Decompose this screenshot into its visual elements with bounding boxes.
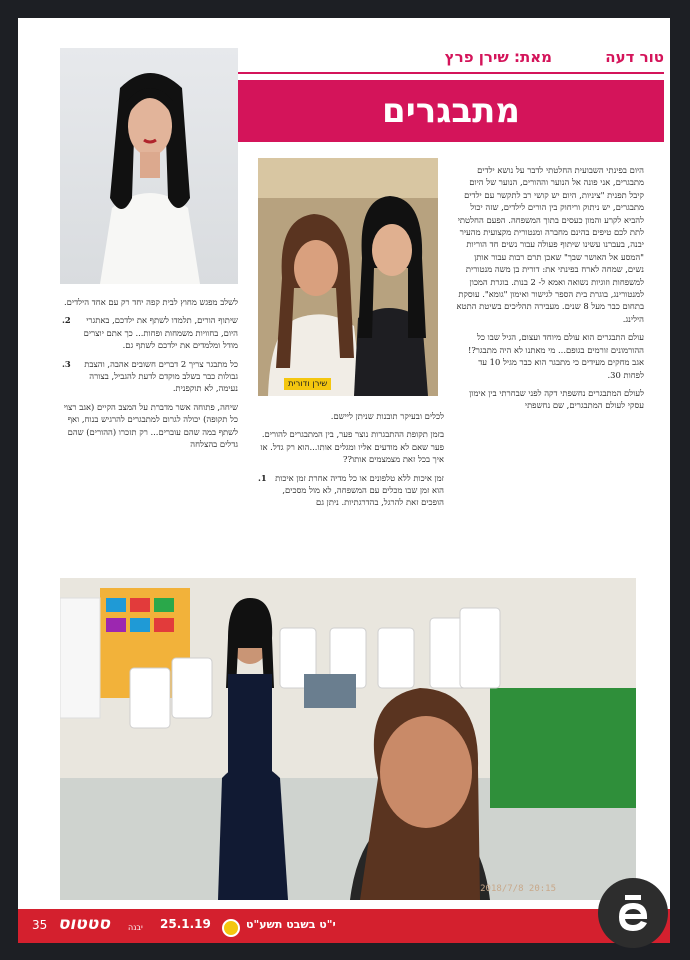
column-left <box>62 296 238 592</box>
logo-mark-icon <box>222 919 240 937</box>
classroom-scene <box>60 578 636 900</box>
page-footer <box>18 909 670 943</box>
article-title <box>238 80 664 142</box>
paragraph: לכלים ובעיקר תובנות שניתן ליישם. <box>330 411 444 421</box>
column-right <box>456 164 644 594</box>
paragraph: בזמן תקופת ההתבגרות נוצר פער, בין המתבגרים להורים. פער שאם לא מודעים אליו ומגלים אותו...הוא רק גדל. אז איך בכל זאת מצמצמים אותו?? <box>260 429 444 465</box>
two-women-photo <box>258 158 438 396</box>
list-item <box>62 314 238 351</box>
paragraph: לעולם המתבגרים נחשפתי דקה לפני שבחרתי בין אימון עסקי לעולם המתבגרים, שם נחשפתי <box>469 387 644 411</box>
magazine-sub: יבנה <box>128 923 143 932</box>
item-text: כל מתבגר צריך 2 דברים חשובים אהבה, והצבת גבולות כבר בשלב מוקדם לדעת להגביל, בצורה נעימה, לא תוקפנית. <box>84 358 238 394</box>
two-women-figures <box>258 158 438 396</box>
item-text: שיתוף הורים, תלמדו לשתף את ילדכם, באתגרי היום, בחוויות משמחות ופחות... כך אתם יוצרים מודל ומלמדים את ילדכם לשתף גם. <box>83 315 238 351</box>
photo-timestamp: 2018/7/8 20:15 <box>480 884 556 894</box>
author-portrait <box>60 48 238 284</box>
hebrew-date: י"ט בשבט תשע"ט <box>246 918 336 931</box>
portrait-figure <box>60 48 238 284</box>
magazine-name: סטטוס <box>58 914 111 934</box>
column-middle <box>258 410 444 590</box>
item-number: 1. <box>258 472 267 483</box>
item-text: זמן איכות ללא טלפונים או כל מדיה אחרת זמן איכות הוא זמן שבו מכלים עם המשפחה, לא מול מסכים, הופכים זאת להרגל, בהדרגתיות. ניתן גם <box>275 472 444 508</box>
paragraph: לשלב מפגש מחוץ לבית קפה יחד רק עם אחד הילדים. <box>64 297 238 307</box>
paragraph: היום בפינתי השבועית החלטתי לדבר על נושא ילדים מתבגרים, אני פונה אל הנוער וההורים, הנוער של היום קיבל תפנית "ציניות, היום יש קושי רב לתקשר עם ילדים מתבגרים, יש ניתוק וריחוק בין הורים לילדים, שזה יכול להביא לקרע והמון כעסים בתוך המשפחה. הפעם החלטתי לתת לכם טיפים בהינם מחברה ומנטורית מקצועית מהעיר יבנה, בעברנו עשינו שיתוף פעולה עבור נשים חד הוריות "המסע אל האושר שבך" שאכן תרם רבות עבור אותן נשים, שמחה לארח בפינתי את: דורית בן משה מנטורית למשפחות וזוגיות נשואה ואמא ל- 2 בנות. בוגרת המכון למנטורינג, בוגרת בית הספר לגישור ואימון "גומא". עוסקת בתחום כבר מעל 8 שנים. מעבירה תהליכים בשיטת התטא הילינג. <box>456 165 644 324</box>
byline: מאת: שירן פרץ <box>444 48 552 66</box>
list-item <box>62 358 238 395</box>
item-number: 2. <box>62 315 71 326</box>
section-label: טור דעה <box>605 48 664 66</box>
paragraph: עולם התבגרים הוא עולם מיוחד ועצום, הגיל שבו כל ההורמונים זורמים בגופם... מי מאתנו לא היה מתבגר?! אגב מחקים מעידים כי מתבגר הוא כבר מגיל 10 עד לפחות 30. <box>467 332 644 380</box>
e-logo-icon <box>611 891 655 935</box>
item-number: 3. <box>62 358 71 369</box>
issue-date: 25.1.19 <box>160 917 211 931</box>
photo-caption: שירן ודורית <box>284 378 331 390</box>
magazine-page <box>18 18 670 943</box>
classroom-photo <box>60 578 636 900</box>
list-item <box>258 472 444 509</box>
page-number: 35 <box>32 918 48 932</box>
app-badge-icon[interactable] <box>598 878 668 948</box>
paragraph: שיחה, פתוחה אשר מדברת על המצב הקיים (אגב רצוי כל תקופה) יכולה לגרום למתבגרים להרגיש בנוח, ואף לשתף במה שהם עוברים... רק תזכרו (ההורים) שהם גדלים בהצלחה <box>63 401 238 450</box>
article-title-text: מתבגרים <box>382 91 520 131</box>
header-rule <box>238 72 664 74</box>
